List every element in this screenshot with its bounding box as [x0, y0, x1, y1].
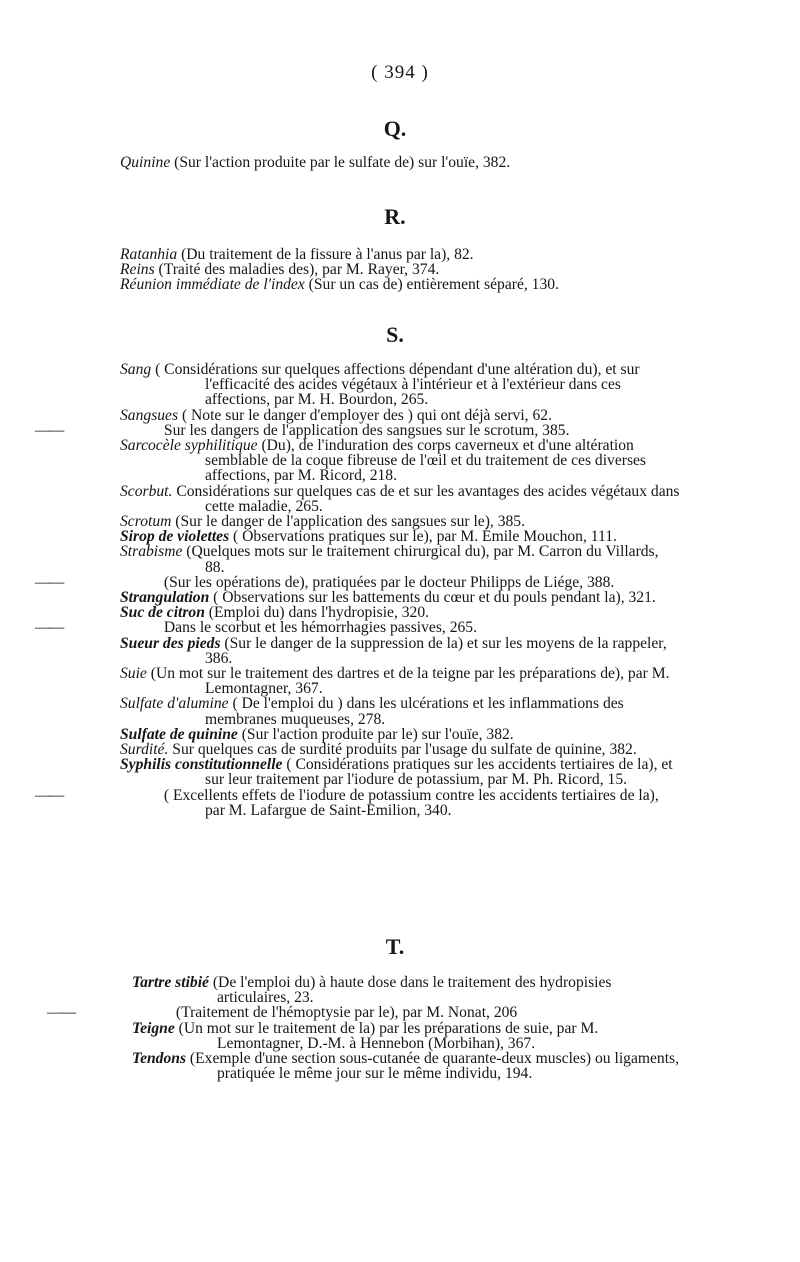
index-entry: [47, 1004, 680, 1022]
index-entry: [132, 975, 680, 1005]
entry-text: ( De l'emploi du ) dans les ulcérations et les inflammations des membranes muqueuses, 278.: [205, 695, 624, 728]
entry-headword: Réunion immédiate de l'index: [120, 276, 305, 294]
index-entry: [35, 786, 680, 819]
index-entry: [120, 438, 680, 484]
entry-headword: Scorbut.: [120, 482, 173, 500]
entry-headword: Strangulation: [120, 589, 210, 607]
ditto-dash: ——: [35, 786, 63, 804]
entry-text: Considérations sur quelques cas de et sur les avantages des acides végétaux dans cette maladie, 265.: [172, 482, 680, 515]
entry-headword: Suie: [120, 665, 147, 683]
index-entry: [120, 484, 680, 514]
section-letter-q: Q.: [383, 116, 407, 141]
entry-text: (Traitement de l'hémoptysie par le), par M. Nonat, 206: [172, 1004, 518, 1022]
entry-text: ( Considérations pratiques sur les accidents tertiaires de la), et sur leur traitement par l'iodure de potassium, par M. Ph. Ricord, 15.: [205, 756, 673, 789]
ditto-dash: ——: [35, 573, 63, 591]
entry-headword: Sang: [120, 361, 152, 378]
entry-text: Dans le scorbut et les hémorrhagies passives, 265.: [160, 619, 477, 637]
entry-text: (Un mot sur le traitement des dartres et de la teigne par les préparations de), par M. Lemontagner, 367.: [146, 665, 670, 698]
ditto-dash: ——: [47, 1004, 75, 1022]
section-letter-s: S.: [386, 322, 404, 347]
entry-headword: Tendons: [132, 1050, 187, 1068]
entry-text: Sur quelques cas de surdité produits par l'usage du sulfate de quinine, 382.: [168, 741, 637, 759]
index-entry: [120, 362, 680, 408]
entry-text: (Un mot sur le traitement de la) par les préparations de suie, par M. Lemontagner, D.-M. à Hennebon (Morbihan), 367.: [174, 1019, 599, 1052]
section-t: [47, 974, 680, 1083]
index-entry: [132, 1021, 680, 1051]
ditto-dash: ——: [35, 619, 63, 637]
index-entry: [120, 277, 800, 292]
index-entry: [120, 408, 680, 423]
index-entry: [120, 742, 680, 757]
entry-headword: Sangsues: [120, 406, 179, 424]
entry-text: Sur les dangers de l'application des sangsues sur le scrotum, 385.: [160, 421, 570, 439]
index-entry: [120, 727, 680, 742]
entry-text: ( Note sur le danger d'employer des ) qui ont déjà servi, 62.: [178, 406, 552, 424]
index-entry: [35, 619, 680, 637]
index-entry: [35, 573, 680, 591]
entry-text: (Sur un cas de) entièrement séparé, 130.: [304, 276, 559, 294]
index-entry: [120, 514, 680, 529]
entry-headword: Tartre stibié: [132, 974, 209, 991]
entry-text: (Emploi du) dans l'hydropisie, 320.: [204, 604, 430, 622]
entry-text: (Sur le danger de la suppression de la) et sur les moyens de la rappeler, 386.: [205, 634, 667, 667]
index-entry: [120, 262, 800, 277]
index-entry: [120, 696, 680, 726]
entry-text: (Du traitement de la fissure à l'anus par la), 82.: [177, 246, 474, 263]
entry-headword: Syphilis constitutionnelle: [120, 756, 283, 774]
entry-text: (De l'emploi du) à haute dose dans le traitement des hydropisies articulaires, 23.: [208, 974, 612, 1007]
entry-headword: Sulfate d'alumine: [120, 695, 229, 713]
section-letter-r: R.: [384, 204, 406, 229]
entry-headword: Sarcocèle syphilitique: [120, 437, 258, 455]
entry-headword: Surdité.: [120, 741, 169, 759]
entry-headword: Teigne: [132, 1019, 175, 1037]
entry-text: (Sur le danger de l'application des sangsues sur le), 385.: [171, 513, 525, 531]
entry-headword: Sueur des pieds: [120, 634, 221, 652]
entry-text: (Sur l'action produite par le sulfate de) sur l'ouïe, 382.: [170, 154, 511, 171]
index-entry: [120, 155, 800, 170]
index-entry: [120, 666, 680, 696]
entry-text: ( Observations sur les battements du cœur et du pouls pendant la), 321.: [209, 589, 656, 607]
section-s: [35, 361, 680, 819]
entry-headword: Scrotum: [120, 513, 172, 531]
index-entry: [120, 590, 680, 605]
entry-text: ( Considérations sur quelques affections dépendant d'une altération du), et sur l'efficacité des acides végétaux à l'intérieur et à l'extérieur dans ces affections, par M. H. Bourdon, 265.: [151, 361, 640, 409]
index-entry: [120, 544, 680, 574]
index-entry: [120, 636, 680, 666]
entry-headword: Sulfate de quinine: [120, 725, 238, 743]
index-entry: [120, 757, 680, 787]
section-q: [120, 155, 800, 170]
index-entry: [120, 605, 680, 620]
entry-headword: Ratanhia: [120, 246, 178, 263]
section-r: [120, 247, 800, 293]
entry-headword: Strabisme: [120, 543, 183, 561]
page-number: ( 394 ): [371, 62, 429, 83]
index-entry: [120, 529, 680, 544]
entry-headword: Sirop de violettes: [120, 528, 230, 546]
entry-headword: Reins: [120, 261, 155, 279]
entry-text: ( Excellents effets de l'iodure de potassium contre les accidents tertiaires de la), par M. Lafargue de Saint-Emilion, 340.: [160, 786, 659, 819]
entry-text: (Sur les opérations de), pratiquées par le docteur Philipps de Liége, 388.: [160, 573, 615, 591]
entry-headword: Suc de citron: [120, 604, 205, 622]
section-letter-t: T.: [385, 934, 405, 959]
entry-text: (Du), de l'induration des corps caverneux et d'une altération semblable de la coque fibreuse de l'œil et du traitement de ces diverses affections, par M. Ricord, 218.: [205, 437, 647, 485]
ditto-dash: ——: [35, 421, 63, 439]
index-entry: [132, 1051, 680, 1081]
entry-text: (Quelques mots sur le traitement chirurgical du), par M. Carron du Villards, 88.: [182, 543, 659, 576]
entry-text: (Sur l'action produite par le) sur l'ouïe, 382.: [237, 725, 514, 743]
entry-text: (Traité des maladies des), par M. Rayer, 374.: [154, 261, 440, 279]
index-entry: [35, 421, 680, 439]
index-entry: [120, 247, 800, 262]
entry-text: (Exemple d'une section sous-cutanée de quarante-deux muscles) ou ligaments, pratiquée le même jour sur le même individu, 194.: [186, 1050, 680, 1083]
entry-headword: Quinine: [120, 154, 171, 171]
entry-text: ( Observations pratiques sur le), par M. Émile Mouchon, 111.: [229, 528, 617, 546]
